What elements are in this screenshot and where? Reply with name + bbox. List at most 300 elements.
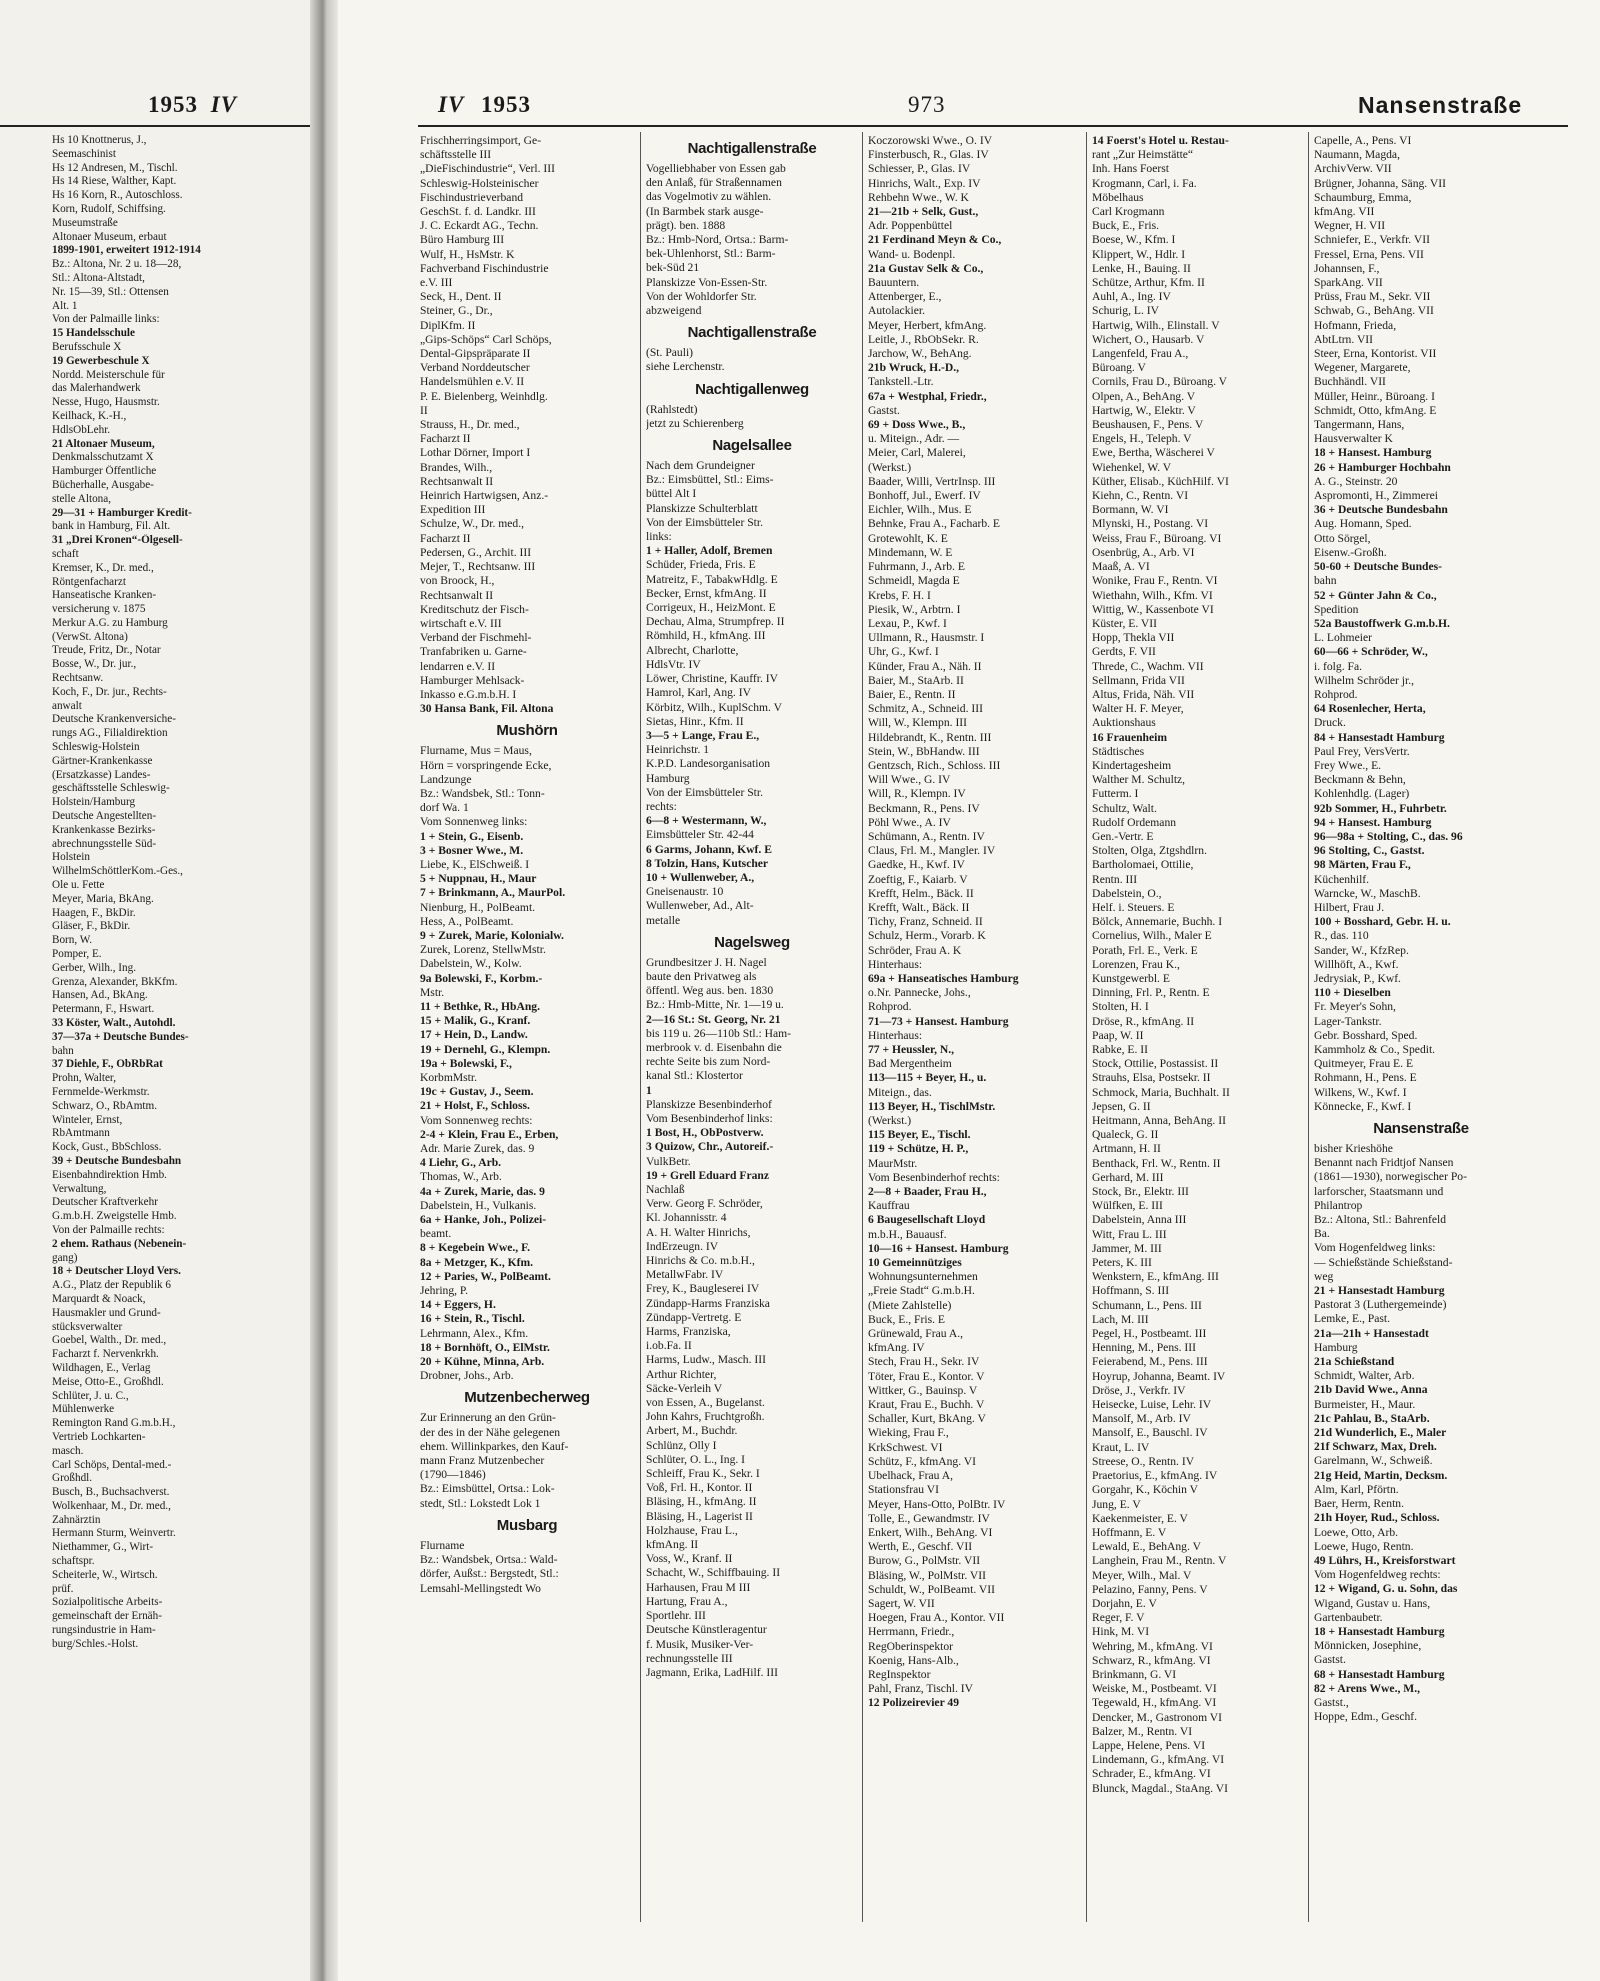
directory-entry: Bormann, W. VI — [1092, 503, 1169, 517]
directory-entry: Gläser, F., BkDir. — [52, 920, 131, 933]
street-heading: Nagelsweg — [714, 933, 790, 951]
directory-entry: 9a Bolewski, F., Korbm.- — [420, 971, 543, 985]
directory-entry: Loewe, Hugo, Rentn. — [1314, 1539, 1414, 1553]
directory-entry: ArchivVerw. VII — [1314, 162, 1392, 176]
directory-entry: Frischherringsimport, Ge- — [420, 134, 542, 147]
directory-entry: Brandes, Wilh., — [420, 460, 493, 474]
directory-entry: 6 Baugesellschaft Lloyd — [868, 1213, 986, 1227]
directory-entry: 21b Wruck, H.-D., — [868, 361, 960, 375]
directory-entry: Rohprod. — [868, 1000, 912, 1014]
directory-entry: Grotewohlt, K. E — [868, 531, 948, 545]
directory-entry: Adr. Marie Zurek, das. 9 — [420, 1142, 535, 1156]
directory-entry: Busch, B., Buchsachverst. — [52, 1486, 170, 1499]
directory-entry: Treude, Fritz, Dr., Notar — [52, 644, 161, 657]
directory-entry: Handelsmühlen e.V. II — [420, 375, 525, 389]
directory-entry: Tegewald, H., kfmAng. VI — [1092, 1696, 1217, 1710]
directory-entry: Rechtsanwalt II — [420, 588, 494, 602]
directory-entry: Niethammer, G., Wirt- — [52, 1541, 154, 1554]
directory-entry: Schütze, Arthur, Kfm. II — [1092, 276, 1205, 290]
directory-entry: Finsterbusch, R., Glas. IV — [868, 148, 989, 162]
directory-entry: Schlüter, O. L., Ing. I — [646, 1452, 746, 1466]
directory-entry: Jarchow, W., BehAng. — [868, 347, 972, 361]
directory-entry: Dabelstein, Anna III — [1092, 1213, 1187, 1227]
directory-entry: Dental-Gipspräparate II — [420, 347, 531, 361]
directory-entry: Stl.: Altona-Altstadt, — [52, 271, 145, 284]
directory-entry: Gorgahr, K., Köchin V — [1092, 1483, 1199, 1497]
directory-entry: 10—16 + Hansest. Hamburg — [868, 1241, 1009, 1255]
directory-entry: Flurname, Mus = Maus, — [420, 744, 532, 758]
directory-entry: rechte Seite bis zum Nord- — [646, 1055, 771, 1069]
directory-entry: Schwab, G., BehAng. VII — [1314, 304, 1434, 318]
directory-entry: 30 Hansa Bank, Fil. Altona — [420, 702, 554, 716]
directory-entry: Schumann, L., Pens. III — [1092, 1298, 1202, 1312]
directory-entry: 15 + Malik, G., Kranf. — [420, 1014, 531, 1028]
directory-entry: weg — [1314, 1269, 1334, 1283]
directory-entry: 69a + Hanseatisches Hamburg — [868, 971, 1019, 985]
directory-entry: Bläsing, H., kfmAng. II — [646, 1495, 757, 1509]
directory-entry: Rohmann, H., Pens. E — [1314, 1071, 1417, 1085]
directory-entry: Mönnicken, Josephine, — [1314, 1639, 1422, 1653]
directory-entry: Prohn, Walter, — [52, 1072, 117, 1085]
directory-entry: Holzhause, Frau L., — [646, 1523, 738, 1537]
directory-entry: (St. Pauli) — [646, 346, 694, 360]
directory-entry: bis 119 u. 26—110b Stl.: Ham- — [646, 1026, 792, 1040]
directory-entry: Pegel, H., Postbeamt. III — [1092, 1327, 1207, 1341]
directory-entry: MaurMstr. — [868, 1156, 918, 1170]
directory-entry: 2—8 + Baader, Frau H., — [868, 1185, 987, 1199]
directory-entry: Schütz, F., kfmAng. VI — [868, 1454, 977, 1468]
directory-entry: P. E. Bielenberg, Weinhdlg. — [420, 389, 548, 403]
directory-entry: „DieFischindustrie“, Verl. III — [420, 162, 556, 176]
directory-entry: stedt, Stl.: Lokstedt Lok 1 — [420, 1496, 541, 1510]
directory-entry: Hinrichs & Co. m.b.H., — [646, 1254, 755, 1268]
directory-entry: Rentn. III — [1092, 872, 1138, 886]
directory-entry: Hoffmann, E. V — [1092, 1525, 1167, 1539]
directory-entry: 1899-1901, erweitert 1912-1914 — [52, 244, 201, 257]
directory-entry: Schümann, A., Rentn. IV — [868, 829, 985, 843]
directory-entry: Kock, Gust., BbSchloss. — [52, 1141, 162, 1154]
directory-entry: Holstein/Hamburg — [52, 796, 136, 809]
directory-entry: Aspromonti, H., Zimmerei — [1314, 489, 1438, 503]
directory-entry: Bz.: Hmb-Nord, Ortsa.: Barm- — [646, 233, 789, 247]
directory-entry: den Anlaß, für Straßennamen — [646, 176, 782, 190]
directory-entry: Ullmann, R., Hausmstr. I — [868, 631, 985, 645]
directory-entry: Rabke, E. II — [1092, 1043, 1149, 1056]
directory-entry: Harms, Franziska, — [646, 1325, 731, 1339]
directory-entry: — Schießstände Schießstand- — [1314, 1255, 1453, 1269]
directory-entry: Vom Besenbinderhof links: — [646, 1111, 773, 1125]
directory-entry: versicherung v. 1875 — [52, 603, 146, 616]
directory-column-4 — [1092, 134, 1304, 1924]
directory-entry: Wenkstern, E., kfmAng. III — [1092, 1270, 1219, 1284]
directory-entry: Hamburg — [1314, 1340, 1358, 1354]
directory-entry: 71—73 + Hansest. Hamburg — [868, 1014, 1009, 1028]
directory-entry: dörfer, Außst.: Bergstedt, Stl.: — [420, 1567, 559, 1581]
directory-entry: Fuhrmann, J., Arb. E — [868, 560, 965, 574]
directory-entry: Lappe, Helene, Pens. VI — [1092, 1738, 1206, 1752]
directory-entry: jetzt zu Schierenberg — [646, 416, 744, 430]
directory-entry: Korn, Rudolf, Schiffsing. — [52, 202, 166, 215]
directory-entry: Reger, F. V — [1092, 1611, 1145, 1625]
directory-entry: Dabelstein, W., Kolw. — [420, 957, 522, 971]
directory-entry: Autolackier. — [868, 304, 925, 318]
directory-entry: von Essen, A., Bugelanst. — [646, 1396, 765, 1410]
column-divider — [1308, 132, 1309, 1922]
directory-entry: Naumann, Magda, — [1314, 148, 1400, 162]
directory-entry: Mlynski, H., Postang. VI — [1092, 517, 1209, 531]
directory-entry: Weiss, Frau F., Büroang. VI — [1092, 531, 1222, 545]
directory-entry: Wigand, Gustav u. Hans, — [1314, 1596, 1431, 1610]
directory-entry: Bz.: Wandsbek, Stl.: Tonn- — [420, 786, 545, 800]
directory-entry: Hamburg — [646, 771, 690, 785]
directory-entry: Schwarz, O., RbAmtm. — [52, 1099, 158, 1112]
directory-entry: Rudolf Ordemann — [1092, 815, 1177, 829]
directory-entry: Prüss, Frau M., Sekr. VII — [1314, 290, 1431, 304]
directory-entry: KrkSchwest. VI — [868, 1440, 943, 1454]
directory-entry: KorbmMstr. — [420, 1071, 478, 1084]
directory-entry: mann Franz Mutzenbecher — [420, 1454, 545, 1468]
directory-entry: Deutsche Krankenversiche- — [52, 713, 176, 726]
directory-entry: A. G., Steinstr. 20 — [1314, 474, 1398, 488]
directory-entry: Remington Rand G.m.b.H., — [52, 1417, 176, 1430]
directory-entry: Steer, Erna, Kontorist. VII — [1314, 347, 1437, 361]
directory-entry: Langhein, Frau M., Rentn. V — [1092, 1554, 1227, 1568]
directory-entry: Nordd. Meisterschule für — [52, 368, 165, 381]
directory-page — [338, 0, 1600, 1981]
directory-entry: Facharzt f. Nervenkrkh. — [52, 1348, 159, 1361]
directory-entry: Museumstraße — [52, 216, 118, 229]
directory-entry: Altus, Frida, Näh. VII — [1092, 687, 1195, 701]
directory-entry: Rechtsanw. — [52, 672, 104, 685]
directory-entry: 6 Garms, Johann, Kwf. E — [646, 842, 772, 856]
directory-entry: (Werkst.) — [868, 1114, 912, 1128]
directory-entry: 33 Köster, Walt., Autohdl. — [52, 1017, 176, 1029]
directory-entry: RbAmtmann — [52, 1127, 110, 1140]
directory-entry: Lemke, E., Past. — [1314, 1312, 1390, 1326]
directory-entry: 16 Frauenheim — [1092, 730, 1168, 744]
directory-entry: stücksverwalter — [52, 1320, 123, 1333]
directory-entry: Schlüter, J. u. C., — [52, 1389, 129, 1402]
directory-entry: Sagert, W. VII — [868, 1596, 935, 1610]
directory-entry: Aug. Homann, Sped. — [1314, 517, 1412, 531]
directory-entry: Henning, M., Pens. III — [1092, 1341, 1197, 1355]
directory-entry: abzweigend — [646, 304, 702, 318]
directory-entry: Loewe, Otto, Arb. — [1314, 1525, 1399, 1539]
directory-column-3 — [868, 134, 1082, 1924]
directory-entry: Pelazino, Fanny, Pens. V — [1092, 1582, 1208, 1596]
directory-entry: 96 Stolting, C., Gastst. — [1314, 844, 1425, 858]
directory-entry: Carl Schöps, Dental-med.- — [52, 1458, 172, 1471]
directory-entry: u. Miteign., Adr. — — [868, 432, 960, 446]
directory-entry: 26 + Hamburger Hochbahn — [1314, 460, 1451, 474]
directory-entry: 16 + Stein, R., Tischl. — [420, 1312, 525, 1326]
directory-entry: Hartung, Frau A., — [646, 1594, 728, 1608]
directory-entry: büttel Alt I — [646, 487, 697, 501]
directory-entry: Krefft, Walt., Bäck. II — [868, 900, 970, 914]
directory-column-2 — [646, 134, 858, 1924]
directory-entry: 36 + Deutsche Bundesbahn — [1314, 503, 1448, 517]
directory-entry: Meyer, Hans-Otto, PolBtr. IV — [868, 1497, 1006, 1511]
directory-entry: 21g Heid, Martin, Decksm. — [1314, 1468, 1448, 1482]
directory-entry: Hs 10 Knottnerus, J., — [52, 134, 147, 146]
directory-entry: 92b Sommer, H., Fuhrbetr. — [1314, 801, 1447, 815]
directory-entry: Röntgenfacharzt — [52, 575, 126, 588]
directory-entry: Von der Eimsbütteler Str. — [646, 515, 764, 529]
directory-entry: Beckmann & Behn, — [1314, 773, 1406, 787]
directory-entry: Corrigeux, H., HeizMont. E — [646, 601, 776, 615]
directory-entry: Bz.: Hmb-Mitte, Nr. 1—19 u. — [646, 998, 784, 1012]
directory-entry: Fernmelde-Werkmstr. — [52, 1085, 150, 1098]
directory-entry: 49 Lührs, H., Kreisforstwart — [1314, 1553, 1456, 1567]
directory-entry: Ba. — [1314, 1227, 1330, 1241]
directory-entry: Behnke, Frau A., Facharb. E — [868, 517, 1001, 531]
directory-entry: (Werkst.) — [868, 460, 912, 474]
directory-entry: siehe Lerchenstr. — [646, 360, 725, 374]
directory-entry: Klippert, W., Hdlr. I — [1092, 247, 1186, 261]
directory-entry: Schurig, L. IV — [1092, 304, 1159, 318]
directory-entry: rungsindustrie in Ham- — [52, 1624, 156, 1637]
directory-entry: Küster, E. VII — [1092, 616, 1158, 630]
directory-entry: ehem. Willinkparkes, den Kauf- — [420, 1439, 569, 1453]
directory-entry: Koenig, Hans-Alb., — [868, 1653, 959, 1667]
right-section: IV — [438, 92, 465, 117]
directory-entry: Krankenkasse Bezirks- — [52, 823, 156, 836]
directory-entry: Mansolf, E., Bauschl. IV — [1092, 1426, 1208, 1440]
directory-entry: Fachverband Fischindustrie — [420, 261, 549, 275]
directory-entry: Stock, Br., Elektr. III — [1092, 1185, 1189, 1199]
directory-entry: Schlünz, Olly I — [646, 1438, 717, 1452]
directory-entry: 21c Pahlau, B., StaArb. — [1314, 1411, 1430, 1425]
directory-entry: (In Barmbek stark ausge- — [646, 204, 764, 218]
page-number: 973 — [908, 92, 946, 117]
directory-entry: Stolten, Olga, Ztgshdlrn. — [1092, 844, 1207, 858]
directory-entry: Voss, W., Kranf. II — [646, 1552, 733, 1566]
directory-entry: Vom Sonnenweg links: — [420, 815, 528, 829]
directory-entry: Kohlenhdlg. (Lager) — [1314, 787, 1410, 801]
directory-entry: Von der Palmaille links: — [52, 313, 160, 326]
directory-entry: Winteler, Ernst, — [52, 1113, 123, 1126]
directory-entry: Hs 16 Korn, R., Autoschloss. — [52, 189, 183, 202]
directory-entry: Adr. Poppenbüttel — [868, 219, 953, 233]
column-divider — [640, 132, 641, 1922]
directory-entry: bek-Uhlenhorst, Stl.: Barm- — [646, 247, 776, 261]
directory-entry: Olpen, A., BehAng. V — [1092, 389, 1196, 403]
directory-entry: Römhild, H., kfmAng. III — [646, 629, 766, 643]
directory-entry: 8a + Metzger, K., Kfm. — [420, 1255, 534, 1269]
directory-entry: 98 Märten, Frau F., — [1314, 858, 1411, 872]
directory-entry: Bauuntern. — [868, 276, 920, 290]
directory-entry: Hink, M. VI — [1092, 1625, 1150, 1639]
directory-entry: Willhöft, A., Kwf. — [1314, 957, 1399, 971]
directory-column-1 — [420, 134, 634, 1924]
directory-entry: Koczorowski Wwe., O. IV — [868, 134, 993, 147]
directory-entry: (1790—1846) — [420, 1468, 486, 1482]
directory-entry: 37—37a + Deutsche Bundes- — [52, 1030, 189, 1043]
directory-entry: 113 Beyer, H., TischlMstr. — [868, 1099, 996, 1113]
directory-entry: Hansen, Ad., BkAng. — [52, 989, 148, 1002]
directory-entry: Bz.: Altona, Stl.: Bahrenfeld — [1314, 1213, 1447, 1227]
directory-entry: IndErzeugn. IV — [646, 1239, 719, 1253]
directory-entry: Merkur A.G. zu Hamburg — [52, 616, 168, 629]
directory-entry: Seemaschinist — [52, 147, 117, 160]
directory-entry: prägt). ben. 1888 — [646, 218, 726, 232]
directory-entry: schaft — [52, 547, 79, 560]
directory-entry: beamt. — [420, 1227, 452, 1241]
directory-entry: Hausmakler und Grund- — [52, 1306, 161, 1319]
directory-entry: o.Nr. Pannecke, Johs., — [868, 986, 971, 1000]
directory-entry: Matreitz, F., TabakwHdlg. E — [646, 572, 778, 586]
directory-entry: m.b.H., Bauausf. — [868, 1227, 947, 1241]
directory-entry: Landzunge — [420, 772, 472, 786]
left-page-column — [52, 134, 302, 1924]
directory-entry: Kraut, Frau E., Buchh. V — [868, 1398, 985, 1412]
directory-entry: Stein, W., BbHandw. III — [868, 744, 980, 758]
directory-entry: geschäftsstelle Schleswig- — [52, 782, 170, 795]
directory-entry: Berufsschule X — [52, 340, 122, 353]
directory-entry: Lenke, H., Bauing. II — [1092, 261, 1191, 275]
directory-entry: Deutsche Künstleragentur — [646, 1623, 767, 1637]
directory-entry: Kreditschutz der Fisch- — [420, 602, 529, 616]
directory-entry: Cornelius, Wilh., Maler E — [1092, 929, 1212, 943]
directory-entry: Lemsahl-Mellingstedt Wo — [420, 1581, 541, 1595]
directory-entry: Ubelhack, Frau A, — [868, 1469, 953, 1483]
directory-entry: Ole u. Fette — [52, 879, 105, 892]
directory-entry: larforscher, Staatsmann und — [1314, 1184, 1444, 1198]
directory-entry: merbrook v. d. Eisenbahn die — [646, 1040, 782, 1054]
directory-entry: Enkert, Wilh., BehAng. VI — [868, 1525, 993, 1539]
directory-entry: das Malerhandwerk — [52, 382, 141, 395]
directory-entry: 39 + Deutsche Bundesbahn — [52, 1154, 182, 1167]
directory-entry: Mindemann, W. E — [868, 545, 953, 559]
directory-entry: metalle — [646, 913, 681, 927]
directory-entry: Quitmeyer, Frau E. E — [1314, 1057, 1414, 1071]
directory-entry: Heisecke, Luise, Lehr. IV — [1092, 1398, 1212, 1412]
directory-entry: (VerwSt. Altona) — [52, 630, 128, 643]
directory-entry: Capelle, A., Pens. VI — [1314, 134, 1412, 147]
directory-entry: Eisenbahndirektion Hmb. — [52, 1168, 167, 1181]
directory-entry: Paap, W. II — [1092, 1028, 1144, 1042]
directory-entry: Petermann, F., Hswart. — [52, 1003, 155, 1016]
directory-entry: Auktionshaus — [1092, 716, 1156, 730]
directory-entry: Thomas, W., Arb. — [420, 1170, 502, 1184]
directory-entry: Lager-Tankstr. — [1314, 1014, 1382, 1028]
directory-entry: 77 + Heussler, N., — [868, 1043, 955, 1056]
directory-entry: Gentzsch, Rich., Schloss. III — [868, 758, 1001, 772]
directory-entry: 52 + Günter Jahn & Co., — [1314, 588, 1437, 602]
directory-entry: Eichler, Wilh., Mus. E — [868, 503, 972, 517]
directory-entry: Meyer, Maria, BkAng. — [52, 892, 154, 905]
directory-entry: 115 Beyer, E., Tischl. — [868, 1128, 971, 1142]
directory-entry: Nienburg, H., PolBeamt. — [420, 900, 536, 914]
directory-entry: Keilhack, K.-H., — [52, 409, 127, 422]
directory-entry: Müller, Heinr., Büroang. I — [1314, 389, 1435, 403]
directory-entry: 7 + Brinkmann, A., MaurPol. — [420, 886, 566, 900]
directory-entry: anwalt — [52, 699, 82, 712]
directory-entry: Könnecke, F., Kwf. I — [1314, 1099, 1412, 1113]
directory-entry: 21b David Wwe., Anna — [1314, 1383, 1428, 1397]
directory-entry: Wilkens, W., Kwf. I — [1314, 1085, 1407, 1099]
directory-entry: Garelmann, W., Schweiß. — [1314, 1454, 1433, 1468]
directory-entry: A.G., Platz der Republik 6 — [52, 1279, 172, 1292]
directory-entry: Inh. Hans Foerst — [1092, 162, 1169, 176]
directory-entry: 21 + Holst, F., Schloss. — [420, 1099, 530, 1113]
directory-entry: 37 Diehle, F., ObRbRat — [52, 1058, 163, 1071]
directory-entry: Töter, Frau E., Kontor. V — [868, 1369, 985, 1383]
directory-entry: 14 Foerst's Hotel u. Restau- — [1092, 134, 1229, 147]
directory-entry: „Freie Stadt“ G.m.b.H. — [868, 1284, 975, 1298]
directory-entry: RegOberinspektor — [868, 1639, 954, 1653]
directory-entry: Vom Besenbinderhof rechts: — [868, 1170, 1000, 1184]
directory-entry: SparkAng. VII — [1314, 276, 1383, 290]
directory-entry: 84 + Hansestadt Hamburg — [1314, 730, 1445, 744]
directory-entry: Gebr. Bosshard, Sped. — [1314, 1028, 1418, 1042]
directory-entry: Lewald, E., BehAng. V — [1092, 1540, 1201, 1554]
directory-entry: Beckmann, R., Pens. IV — [868, 801, 980, 815]
directory-entry: Rehbehn Wwe., W. K — [868, 190, 969, 204]
right-year: 1953 — [481, 92, 532, 117]
directory-entry: Bölck, Annemarie, Buchh. I — [1092, 915, 1223, 929]
directory-entry: Hanseatische Kranken- — [52, 589, 157, 602]
directory-entry: Künder, Frau A., Näh. II — [868, 659, 982, 673]
directory-entry: (Rahlstedt) — [646, 402, 698, 416]
directory-entry: Wegner, H. VII — [1314, 219, 1386, 233]
directory-entry: Arthur Richter, — [646, 1367, 717, 1381]
directory-entry: 20 + Kühne, Minna, Arb. — [420, 1355, 545, 1369]
directory-entry: (Miete Zahlstelle) — [868, 1298, 952, 1312]
directory-entry: Schleswig-Holstein — [52, 741, 140, 754]
directory-entry: Gartenbaubetr. — [1314, 1610, 1383, 1624]
directory-entry: Schmidt, Otto, kfmAng. E — [1314, 403, 1437, 417]
directory-entry: Wand- u. Bodenpl. — [868, 247, 956, 261]
directory-entry: bahn — [1314, 574, 1337, 588]
directory-entry: Maaß, A. VI — [1092, 560, 1150, 574]
directory-entry: Qualeck, G. II — [1092, 1128, 1159, 1142]
directory-entry: Lexau, P., Kwf. I — [868, 616, 947, 630]
directory-entry: Wegener, Margarete, — [1314, 361, 1411, 375]
directory-entry: Werth, E., Geschf. VII — [868, 1540, 973, 1554]
left-page-header — [148, 92, 237, 118]
directory-entry: 18 + Bornhöft, O., ElMstr. — [420, 1340, 550, 1354]
directory-entry: Nesse, Hugo, Hausmstr. — [52, 396, 160, 409]
directory-entry: Burmeister, H., Maur. — [1314, 1397, 1416, 1411]
directory-entry: Frey, K., Baugleserei IV — [646, 1282, 760, 1296]
directory-entry: 29—31 + Hamburger Kredit- — [52, 506, 192, 519]
directory-entry: Zündapp-Harms Franziska — [646, 1296, 770, 1310]
directory-entry: Kindertagesheim — [1092, 758, 1172, 772]
directory-entry: Engels, H., Teleph. V — [1092, 432, 1192, 446]
directory-entry: Walter H. F. Meyer, — [1092, 702, 1184, 716]
directory-entry: Von der Wohldorfer Str. — [646, 289, 757, 303]
directory-entry: 68 + Hansestadt Hamburg — [1314, 1667, 1445, 1681]
directory-entry: Tranfabriken u. Garne- — [420, 645, 527, 659]
directory-entry: Wiehenkel, W. V — [1092, 460, 1172, 474]
directory-entry: R., das. 110 — [1314, 929, 1369, 943]
directory-entry: Alm, Karl, Pförtn. — [1314, 1482, 1399, 1496]
directory-entry: Walther M. Schultz, — [1092, 773, 1186, 787]
directory-entry: RegInspektor — [868, 1667, 931, 1681]
directory-entry: Planskizze Besenbinderhof — [646, 1097, 772, 1111]
directory-entry: 100 + Bosshard, Gebr. H. u. — [1314, 915, 1451, 929]
directory-entry: schäftsstelle III — [420, 148, 492, 162]
directory-entry: 15 Handelsschule — [52, 327, 135, 340]
directory-entry: Gerber, Wilh., Ing. — [52, 961, 137, 974]
directory-entry: Schniefer, E., Verkfr. VII — [1314, 233, 1430, 247]
directory-entry: Zündapp-Vertretg. E — [646, 1310, 742, 1324]
directory-entry: 96—98a + Stolting, C., das. 96 — [1314, 829, 1463, 843]
directory-entry: Meier, Carl, Malerei, — [868, 446, 966, 460]
directory-entry: Baer, Herm, Rentn. — [1314, 1497, 1405, 1511]
directory-entry: 94 + Hansest. Hamburg — [1314, 815, 1432, 829]
